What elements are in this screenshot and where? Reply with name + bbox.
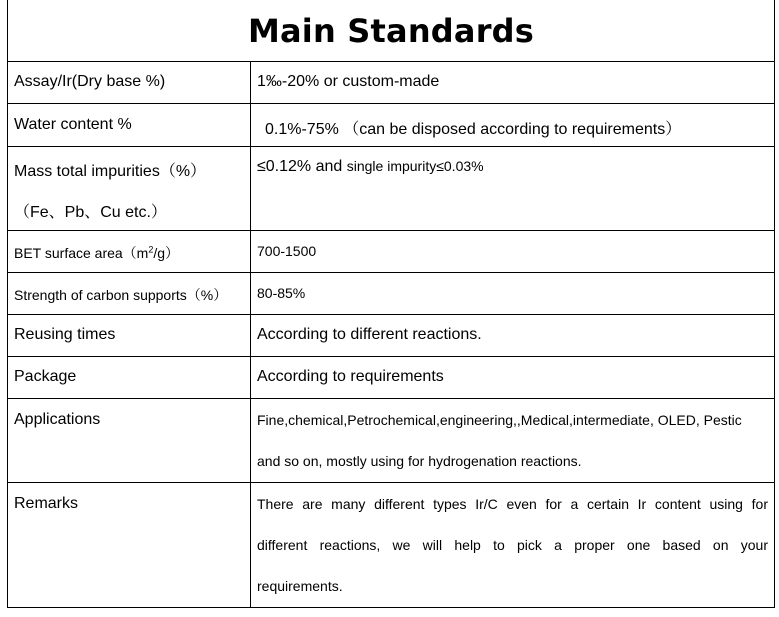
table-row (8, 147, 774, 231)
row-value-line-1: There are many different types Ir/C even for a certain Ir content using for (257, 496, 768, 512)
row-value-cell (251, 104, 774, 146)
table-row (8, 231, 774, 273)
row-value: 1‰-20% or custom-made (257, 73, 440, 90)
standards-table (7, 0, 775, 608)
row-label-cell (8, 399, 251, 482)
row-value-cell (251, 399, 774, 482)
row-label-cell (8, 62, 251, 103)
row-label-line-2: （Fe、Pb、Cu etc.） (14, 204, 167, 221)
row-label: Mass total impurities（%） (14, 163, 207, 180)
row-value-cell (251, 483, 774, 608)
row-label: Reusing times (14, 326, 116, 343)
row-value-secondary: single impurity≤0.03% (346, 158, 484, 174)
row-value-cell (251, 231, 774, 272)
row-label-cell (8, 147, 251, 230)
row-value: According to requirements (257, 368, 444, 385)
row-value-cell (251, 147, 774, 230)
row-label: Assay/Ir(Dry base %) (14, 73, 166, 90)
row-value: According to different reactions. (257, 326, 482, 343)
row-value-cell (251, 357, 774, 398)
table-title: Main Standards (247, 11, 535, 50)
row-label: Water content % (14, 116, 132, 133)
row-label-cell (8, 104, 251, 146)
row-label-cell (8, 357, 251, 398)
table-row (8, 62, 774, 104)
row-label: Strength of carbon supports（%） (14, 287, 228, 303)
table-row (8, 399, 774, 483)
table-row (8, 273, 774, 315)
title-row (8, 0, 774, 62)
row-value-line-3: requirements. (257, 578, 343, 594)
row-label: Applications (14, 411, 101, 428)
row-value-main: ≤0.12% and (257, 158, 347, 175)
row-value: 700-1500 (257, 243, 317, 259)
table-row (8, 315, 774, 357)
row-label-cell (8, 231, 251, 272)
row-value-cell (251, 315, 774, 356)
superscript: 2 (148, 244, 154, 255)
table-row (8, 483, 774, 608)
row-label-cell (8, 273, 251, 314)
row-value: 0.1%-75% （can be disposed according to requirements） (265, 121, 682, 138)
row-value-line-1: Fine,chemical,Petrochemical,engineering,,Medical,intermediate, OLED, Pestic (257, 412, 742, 428)
row-value-line-2: different reactions, we will help to pick a proper one based on your (257, 537, 768, 553)
row-label: BET surface area（m (14, 245, 149, 261)
row-label: Package (14, 368, 77, 385)
row-label-cell (8, 483, 251, 608)
row-label: Remarks (14, 495, 79, 512)
row-value-cell (251, 62, 774, 103)
row-value: 80-85% (257, 285, 306, 301)
row-label-cell (8, 315, 251, 356)
row-value-cell (251, 273, 774, 314)
table-row (8, 357, 774, 399)
table-row (8, 104, 774, 147)
row-value-line-2: and so on, mostly using for hydrogenation reactions. (257, 453, 582, 469)
row-label-unit: /g） (153, 245, 180, 261)
